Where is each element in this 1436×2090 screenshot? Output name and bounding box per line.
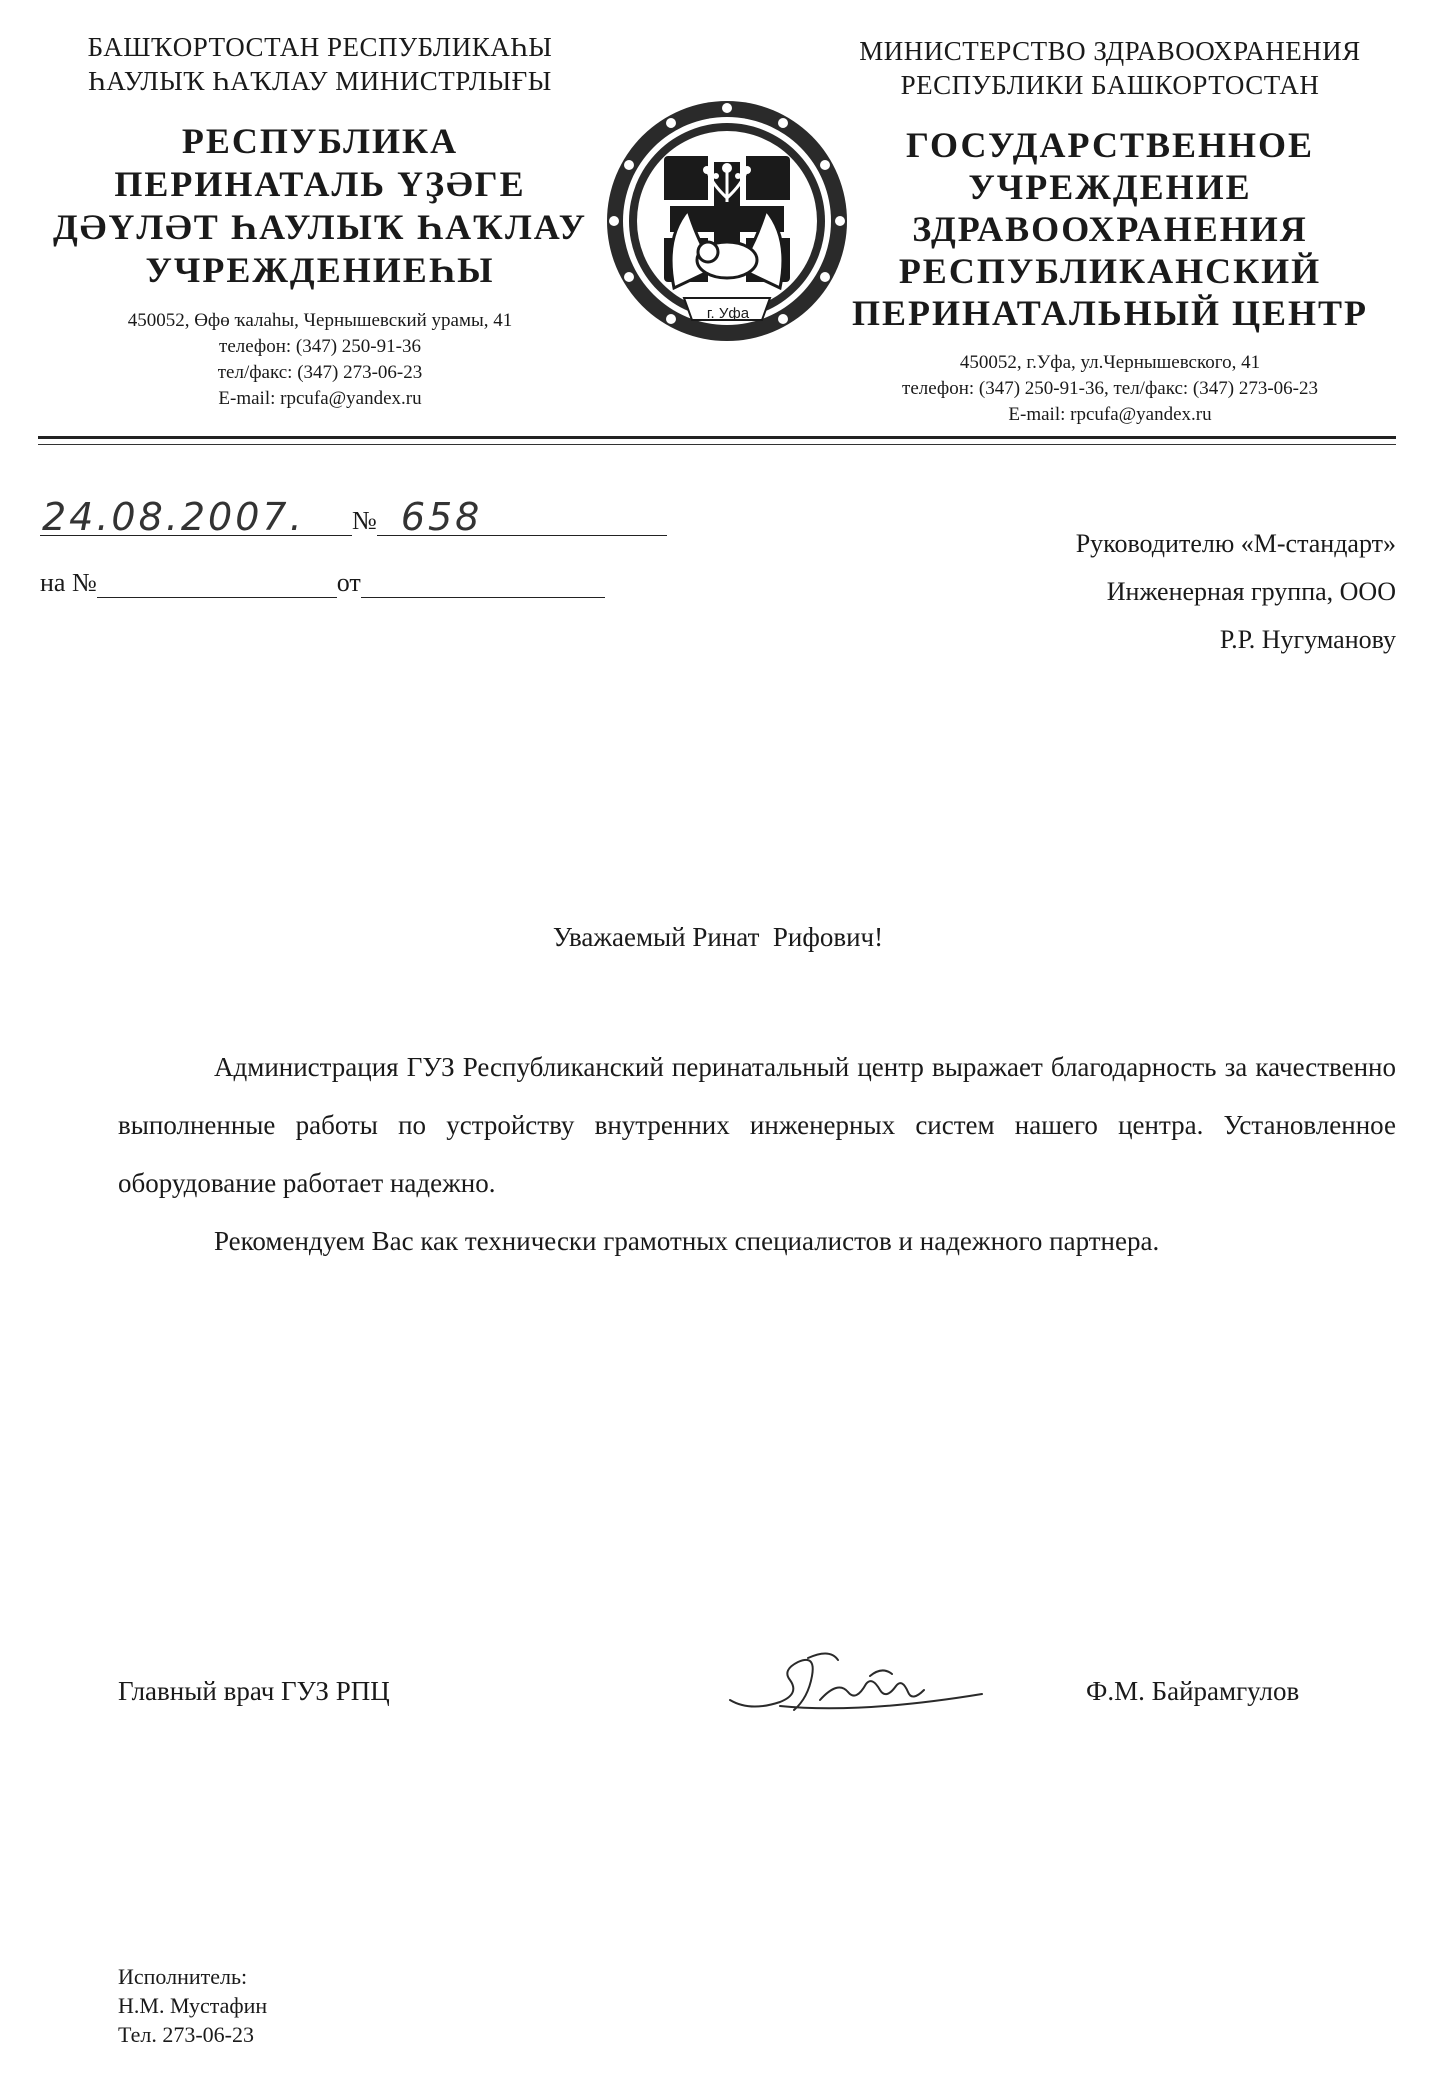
org-right-line3: ЗДРАВООХРАНЕНИЯ — [912, 209, 1308, 249]
fax-left: тел/факс: (347) 273-06-23 — [217, 362, 423, 383]
org-left-line2: ПЕРИНАТАЛЬ ҮҘӘГЕ — [114, 164, 526, 204]
address-right: 450052, г.Уфа, ул.Чернышевского, 41 — [959, 352, 1261, 373]
org-left-line3: ДӘҮЛӘТ ҺАУЛЫҠ ҺАҠЛАУ — [52, 207, 588, 247]
executor-label: Исполнитель: — [118, 1964, 248, 1989]
handwritten-number: 658 — [400, 495, 483, 539]
letter-body — [118, 1038, 1396, 1270]
header-right — [810, 34, 1410, 428]
body-paragraph-1: Администрация ГУЗ Республиканский перинатальный центр выражает благодарность за качественно выполненные работы по устройству внутренних инженерных систем нашего центра. Установленное оборудование работает надежно. — [118, 1052, 1396, 1198]
ministry-left-line1: БАШҠОРТОСТАН РЕСПУБЛИКАҺЫ — [87, 32, 553, 62]
header-divider-thin — [38, 444, 1396, 445]
org-left-line1: РЕСПУБЛИКА — [181, 121, 459, 161]
from-label: от — [336, 568, 361, 597]
contact-left — [40, 308, 600, 412]
org-right-line5: ПЕРИНАТАЛЬНЫЙ ЦЕНТР — [851, 293, 1369, 333]
reference-block — [40, 495, 667, 623]
email-right: E-mail: rpcufa@yandex.ru — [1008, 404, 1212, 425]
address-left: 450052, Өфө ҡалаһы, Чернышевский урамы, 41 — [127, 310, 513, 331]
signature-icon — [720, 1640, 990, 1730]
ministry-left-line2: ҺАУЛЫҠ ҺАҠЛАУ МИНИСТРЛЫҒЫ — [88, 66, 552, 96]
incoming-reference — [40, 567, 667, 623]
email-left: E-mail: rpcufa@yandex.ru — [218, 388, 422, 409]
org-right-line2: УЧРЕЖДЕНИЕ — [968, 167, 1252, 207]
ministry-right-line1: МИНИСТЕРСТВО ЗДРАВООХРАНЕНИЯ — [859, 36, 1361, 66]
signatory-title: Главный врач ГУЗ РПЦ — [118, 1676, 390, 1706]
executor-phone: Тел. 273-06-23 — [118, 2022, 254, 2047]
reply-date-field — [361, 567, 605, 598]
ministry-right-line2: РЕСПУБЛИКИ БАШКОРТОСТАН — [900, 70, 1320, 100]
org-right — [810, 124, 1410, 334]
org-right-line4: РЕСПУБЛИКАНСКИЙ — [898, 251, 1322, 291]
body-paragraph-2: Рекомендуем Вас как технически грамотных специалистов и надежного партнера. — [214, 1226, 1160, 1256]
reply-label: на № — [40, 568, 97, 597]
handwritten-date: 24.08.2007. — [42, 495, 305, 539]
phone-left: телефон: (347) 250-91-36 — [219, 336, 421, 357]
salutation: Уважаемый Ринат Рифович! — [552, 922, 884, 952]
contact-right — [810, 350, 1410, 428]
org-left-line4: УЧРЕЖДЕНИЕҺЫ — [145, 250, 495, 290]
addressee-line2: Инженерная группа, ООО — [1106, 577, 1396, 606]
executor-name: Н.М. Мустафин — [118, 1993, 268, 2018]
emblem-city-label: г. Уфа — [706, 305, 750, 322]
header-divider-thick — [38, 436, 1396, 439]
date-field — [40, 495, 352, 539]
addressee-line1: Руководителю «М-стандарт» — [1075, 529, 1396, 558]
addressee-line3: Р.Р. Нугуманову — [1219, 625, 1396, 654]
reply-number-field — [97, 567, 337, 598]
addressee-block — [1076, 520, 1396, 664]
executor-block — [118, 1962, 267, 2049]
org-right-line1: ГОСУДАРСТВЕННОЕ — [906, 125, 1314, 165]
outgoing-reference — [40, 495, 667, 561]
header-left — [40, 30, 600, 412]
signatory-name: Ф.М. Байрамгулов — [1086, 1676, 1300, 1706]
phone-fax-right: телефон: (347) 250-91-36, тел/факс: (347) 273-06-23 — [902, 378, 1318, 399]
number-field — [377, 495, 667, 539]
number-label: № — [352, 506, 377, 535]
org-left — [40, 120, 600, 292]
